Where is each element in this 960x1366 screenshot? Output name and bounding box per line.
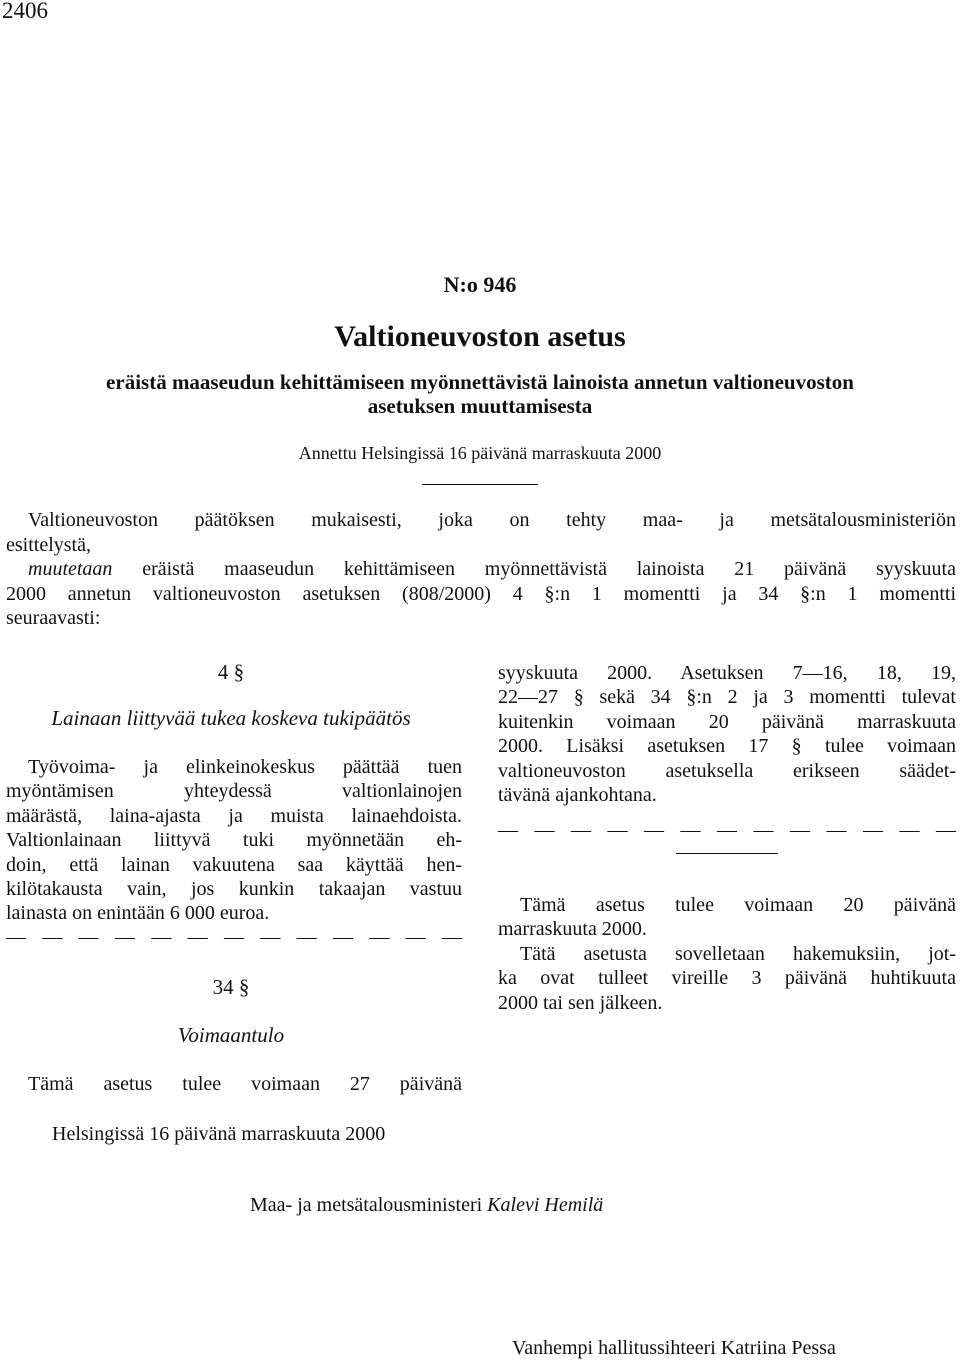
omission-dashes-right: — — — — — — — — — — — — — — [498, 819, 956, 841]
subtitle — [0, 370, 960, 418]
section-rule — [676, 853, 778, 854]
entry-line: 2000 tai sen jälkeen. — [498, 991, 663, 1014]
section-4-heading: Lainaan liittyvää tukea koskeva tukipäätös — [51, 706, 411, 730]
entry-line: marraskuuta 2000. — [498, 918, 647, 941]
omission-dashes-left: — — — — — — — — — — — — — — [6, 926, 462, 948]
subtitle-line-2: asetuksen muuttamisesta — [367, 394, 593, 418]
section-4-line: myöntämisen yhteydessä valtionlainojen — [6, 780, 462, 803]
intro-paragraph — [6, 508, 956, 631]
section-4-line: lainasta on enintään 6 000 euroa. — [6, 902, 270, 925]
intro-line-2: esittelystä, — [6, 533, 91, 556]
section-4-line: kilötakausta vain, jos kunkin takaajan vastuu — [6, 878, 462, 901]
right-line: valtioneuvoston asetuksella erikseen säädet- — [498, 759, 956, 782]
intro-verb: muutetaan — [28, 558, 113, 580]
intro-line-1: Valtioneuvoston päätöksen mukaisesti, joka on tehty maa- ja metsätalousministeriön — [28, 509, 956, 531]
header-rule — [422, 484, 538, 485]
minister-title: Maa- ja metsätalousministeri — [250, 1194, 488, 1216]
intro-line-3 — [6, 557, 956, 582]
section-4-number: 4 § — [217, 660, 245, 684]
intro-line-4: 2000 annetun valtioneuvoston asetuksen (808/2000) 4 §:n 1 momentti ja 34 §:n 1 momentti — [6, 582, 956, 605]
right-line: tävänä ajankohtana. — [498, 784, 657, 807]
page-title: Valtioneuvoston asetus — [334, 320, 626, 353]
right-line: kuitenkin voimaan 20 päivänä marraskuuta — [498, 710, 956, 733]
entry-line: Tätä asetusta sovelletaan hakemuksiin, jot- — [520, 942, 956, 965]
place-date: Helsingissä 16 päivänä marraskuuta 2000 — [52, 1123, 386, 1145]
section-4-line: määrästä, laina-ajasta ja muista lainaehdoista. — [6, 804, 462, 827]
section-4-line: Työvoima- ja elinkeinokeskus päättää tuen — [28, 756, 462, 778]
entry-line: Tämä asetus tulee voimaan 20 päivänä — [520, 894, 956, 916]
section-34-line-1: Tämä asetus tulee voimaan 27 päivänä — [28, 1073, 462, 1095]
secretary-signature: Vanhempi hallitussihteeri Katriina Pessa — [512, 1337, 836, 1359]
section-34-heading: Voimaantulo — [177, 1023, 285, 1047]
right-column-text — [498, 661, 956, 807]
intro-line-3-rest: eräistä maaseudun kehittämiseen myönnettävistä lainoista 21 päivänä syyskuuta — [112, 558, 956, 580]
intro-line-5: seuraavasti: — [6, 607, 101, 629]
subtitle-line-1: eräistä maaseudun kehittämiseen myönnettävistä lainoista annetun valtioneuvoston — [106, 370, 854, 394]
entry-line: ka ovat tulleet vireille 3 päivänä huhtikuuta — [498, 967, 956, 990]
minister-name: Kalevi Hemilä — [487, 1194, 604, 1216]
right-line: 2000. Lisäksi asetuksen 17 § tulee voimaan — [498, 735, 956, 758]
section-34-number: 34 § — [212, 975, 250, 999]
entry-into-force-text — [498, 893, 956, 1015]
section-4-text — [6, 755, 462, 926]
right-line: syyskuuta 2000. Asetuksen 7—16, 18, 19, — [498, 662, 956, 684]
minister-signature — [250, 1193, 603, 1217]
page-number: 2406 — [2, 0, 48, 23]
given-date: Annettu Helsingissä 16 päivänä marraskuuta 2000 — [298, 443, 662, 463]
section-4-line: doin, että lainan vakuutena saa käyttää hen- — [6, 853, 462, 876]
right-line: 22—27 § sekä 34 §:n 2 ja 3 momentti tulevat — [498, 686, 956, 709]
statute-number: N:o 946 — [443, 272, 517, 297]
section-4-line: Valtionlainaan liittyvä tuki myönnetään eh- — [6, 829, 462, 852]
